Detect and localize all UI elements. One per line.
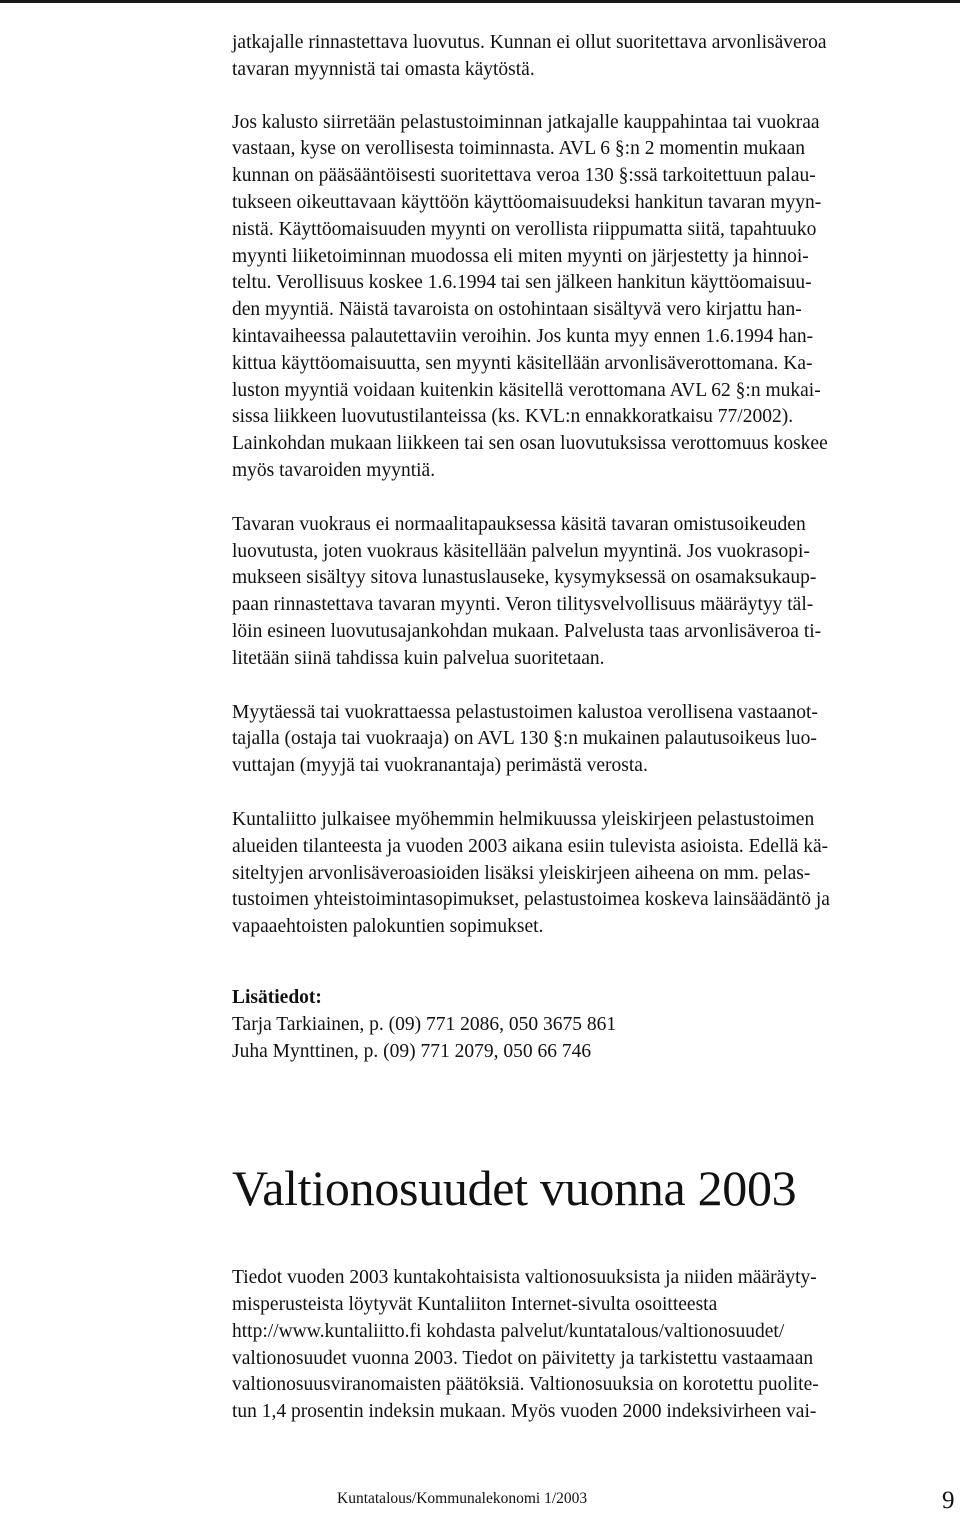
text-line: Lainkohdan mukaan liikkeen tai sen osan luovutuksissa verottomuus koskee <box>232 433 828 455</box>
text-line: tun 1,4 prosentin indeksin mukaan. Myös vuoden 2000 indeksivirheen vai- <box>232 1401 817 1423</box>
text-line: tukseen oikeuttavaan käyttöön käyttöomaisuudeksi hankitun tavaran myyn- <box>232 191 822 213</box>
text-line: Kuntaliitto julkaisee myöhemmin helmikuussa yleiskirjeen pelastustoimen <box>232 808 815 830</box>
paragraph-3 <box>232 512 954 673</box>
text-line: litetään siinä tahdissa kuin palvelua suoritetaan. <box>232 647 605 669</box>
text-line: kintavaiheessa palautettaviin veroihin. Jos kunta myy ennen 1.6.1994 han- <box>232 325 814 347</box>
paragraph-2 <box>232 110 954 485</box>
text-line: paan rinnastettava tavaran myynti. Veron tilitysvelvollisuus määräytyy täl- <box>232 594 814 616</box>
contact-line: Tarja Tarkiainen, p. (09) 771 2086, 050 3675 861 <box>232 1013 617 1035</box>
publication-footer: Kuntatalous/Kommunalekonomi 1/2003 <box>337 1490 588 1507</box>
text-line: tajalla (ostaja tai vuokraaja) on AVL 130 §:n mukainen palautusoikeus luo- <box>232 728 817 750</box>
text-line: Tiedot vuoden 2003 kuntakohtaisista valtionosuuksista ja niiden määräyty- <box>232 1267 817 1289</box>
text-line: nistä. Käyttöomaisuuden myynti on verollista riippumatta siitä, tapahtuuko <box>232 218 817 240</box>
text-line: vuttajan (myyjä tai vuokranantaja) perimästä verosta. <box>232 755 648 777</box>
page-number: 9 <box>942 1487 955 1514</box>
contact-info <box>232 985 954 1065</box>
paragraph-5 <box>232 807 954 941</box>
text-line: tustoimen yhteistoimintasopimukset, pelastustoimea koskeva lainsäädäntö ja <box>232 889 830 911</box>
text-line: kittua käyttöomaisuutta, sen myynti käsitellään arvonlisäverottomana. Ka- <box>232 352 813 374</box>
text-line: den myyntiä. Näistä tavaroista on ostohintaan sisältyvä vero kirjattu han- <box>232 299 802 321</box>
text-line: valtionosuudet vuonna 2003. Tiedot on päivitetty ja tarkistettu vastaamaan <box>232 1347 814 1369</box>
text-line: löin esineen luovutusajankohdan mukaan. Palvelusta taas arvonlisäveroa ti- <box>232 620 822 642</box>
text-line: kunnan on pääsääntöisesti suoritettava veroa 130 §:ssä tarkoitettuun palau- <box>232 165 816 187</box>
text-line: jatkajalle rinnastettava luovutus. Kunnan ei ollut suoritettava arvonlisäveroa <box>232 32 827 53</box>
text-line: myynti liiketoiminnan muodossa eli miten myynti on järjestetty ja hinnoi- <box>232 245 809 267</box>
text-line: http://www.kuntaliitto.fi kohdasta palvelut/kuntatalous/valtionosuudet/ <box>232 1320 785 1342</box>
text-line: tavaran myynnistä tai omasta käytöstä. <box>232 58 535 80</box>
page-content <box>232 30 954 1426</box>
text-line: myös tavaroiden myyntiä. <box>232 459 436 481</box>
contact-line: Juha Mynttinen, p. (09) 771 2079, 050 66 746 <box>232 1040 592 1062</box>
info-label: Lisätiedot: <box>232 986 322 1008</box>
text-line: mukseen sisältyy sitova lunastuslauseke, kysymyksessä on osamaksukaup- <box>232 567 817 589</box>
paragraph-4 <box>232 700 954 780</box>
text-line: Tavaran vuokraus ei normaalitapauksessa käsitä tavaran omistusoikeuden <box>232 513 806 535</box>
text-line: alueiden tilanteesta ja vuoden 2003 aikana esiin tulevista asioista. Edellä kä- <box>232 835 829 857</box>
text-line: Jos kalusto siirretään pelastustoiminnan jatkajalle kauppahintaa tai vuokraa <box>232 111 820 133</box>
text-line: vapaaehtoisten palokuntien sopimukset. <box>232 916 544 938</box>
text-line: misperusteista löytyvät Kuntaliiton Internet-sivulta osoitteesta <box>232 1294 718 1316</box>
section-paragraph <box>232 1265 954 1426</box>
paragraph-1 <box>232 30 954 84</box>
text-line: teltu. Verollisuus koskee 1.6.1994 tai sen jälkeen hankitun käyttöomaisuu- <box>232 272 812 294</box>
text-line: luston myyntiä voidaan kuitenkin käsitellä verottomana AVL 62 §:n mukai- <box>232 379 821 401</box>
top-rule <box>0 0 960 3</box>
text-line: valtionosuusviranomaisten päätöksiä. Valtionosuuksia on korotettu puolite- <box>232 1374 819 1396</box>
text-line: vastaan, kyse on verollisesta toiminnasta. AVL 6 §:n 2 momentin mukaan <box>232 138 805 160</box>
text-line: luovutusta, joten vuokraus käsitellään palvelun myyntinä. Jos vuokrasopi- <box>232 540 810 562</box>
text-line: sissa liikkeen luovutustilanteissa (ks. KVL:n ennakkoratkaisu 77/2002). <box>232 406 794 428</box>
section-title: Valtionosuudet vuonna 2003 <box>232 1160 797 1217</box>
text-line: Myytäessä tai vuokrattaessa pelastustoimen kalustoa verollisena vastaanot- <box>232 701 818 723</box>
text-line: siteltyjen arvonlisäveroasioiden lisäksi yleiskirjeen aiheena on mm. pelas- <box>232 862 811 884</box>
